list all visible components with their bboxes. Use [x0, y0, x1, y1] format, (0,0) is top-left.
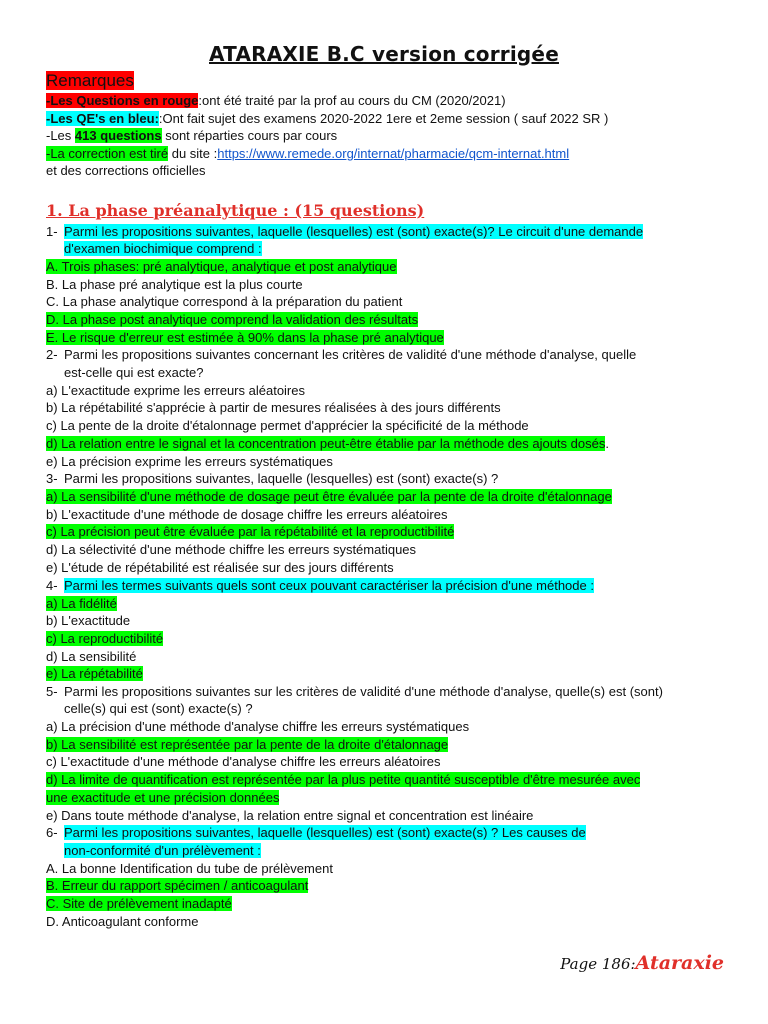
q5-option-a: a) La précision d'une méthode d'analyse chiffre les erreurs systématiques	[46, 719, 470, 734]
page-footer	[560, 952, 724, 974]
remarks-heading-text: Remarques	[46, 71, 134, 90]
q5-option-d-2: une exactitude et une précision données	[46, 790, 280, 805]
red-text: :ont été traité par la prof au cours du CM (2020/2021)	[198, 93, 506, 108]
count-suffix: sont réparties cours par cours	[161, 128, 338, 143]
question-6-text-1: Parmi les propositions suivantes, laquelle (lesquelles) est (sont) exacte(s) ? Les causes de	[64, 825, 586, 840]
q1-option-b: B. La phase pré analytique est la plus courte	[46, 277, 303, 292]
correction-text: du site :	[168, 146, 218, 161]
question-2-text-2: est-celle qui est exacte?	[64, 365, 204, 380]
question-1-text-1: Parmi les propositions suivantes, laquelle (lesquelles) est (sont) exacte(s)? Le circuit d'une demande	[64, 224, 644, 239]
q4-option-b: b) L'exactitude	[46, 613, 131, 628]
q1-option-e: E. Le risque d'erreur est estimée à 90% dans la phase pré analytique	[46, 330, 444, 345]
blue-text: :Ont fait sujet des examens 2020-2022 1ere et 2eme session ( sauf 2022 SR )	[158, 111, 609, 126]
q6-option-c: C. Site de prélèvement inadapté	[46, 896, 232, 911]
count-prefix: -Les	[46, 128, 75, 143]
question-4-text: Parmi les termes suivants quels sont ceux pouvant caractériser la précision d'une méthode :	[64, 578, 594, 593]
q6-option-b: B. Erreur du rapport spécimen / anticoagulant	[46, 878, 309, 893]
page-number: Page 186:	[560, 955, 636, 973]
document-title: ATARAXIE B.C version corrigée	[209, 42, 559, 66]
question-3-text: Parmi les propositions suivantes, laquelle (lesquelles) est (sont) exacte(s) ?	[64, 471, 499, 486]
question-6-text-2: non-conformité d'un prélèvement :	[64, 843, 261, 858]
q3-option-e: e) L'étude de répétabilité est réalisée sur des jours différents	[46, 560, 394, 575]
q2-option-a: a) L'exactitude exprime les erreurs aléatoires	[46, 383, 305, 398]
blue-label: -Les QE's en bleu:	[46, 111, 159, 126]
correction-label: -La correction est tiré	[46, 146, 169, 161]
question-2-number: 2-	[46, 347, 58, 362]
remarks-heading	[46, 71, 134, 91]
section-title: 1. La phase préanalytique : (15 questions)	[46, 201, 425, 220]
remark-red-line	[46, 93, 506, 109]
remark-count-line	[46, 128, 337, 144]
q1-option-d: D. La phase post analytique comprend la validation des résultats	[46, 312, 419, 327]
question-1-text-2: d'examen biochimique comprend :	[64, 241, 262, 256]
q4-option-d: d) La sensibilité	[46, 649, 137, 664]
question-5-number: 5-	[46, 684, 58, 699]
remark-official-line: et des corrections officielles	[46, 163, 206, 178]
q1-option-a: A. Trois phases: pré analytique, analytique et post analytique	[46, 259, 397, 274]
question-4-number: 4-	[46, 578, 58, 593]
q1-option-c: C. La phase analytique correspond à la préparation du patient	[46, 294, 403, 309]
q2-option-d: d) La relation entre le signal et la concentration peut-être établie par la méthode des ajouts dosés.	[46, 436, 609, 451]
q5-option-d-1: d) La limite de quantification est représentée par la plus petite quantité susceptible d'être mesurée avec	[46, 772, 641, 787]
q2-option-c: c) La pente de la droite d'étalonnage permet d'apprécier la spécificité de la méthode	[46, 418, 529, 433]
q2-option-e: e) La précision exprime les erreurs systématiques	[46, 454, 333, 469]
question-6-number: 6-	[46, 825, 58, 840]
q4-option-a: a) La fidélité	[46, 596, 117, 611]
q5-option-c: c) L'exactitude d'une méthode d'analyse chiffre les erreurs aléatoires	[46, 754, 441, 769]
q6-option-d: D. Anticoagulant conforme	[46, 914, 199, 929]
remark-correction-line	[46, 146, 569, 162]
red-label: -Les Questions en rouge	[46, 93, 199, 108]
remark-blue-line	[46, 111, 608, 127]
q5-option-b: b) La sensibilité est représentée par la pente de la droite d'étalonnage	[46, 737, 449, 752]
q4-option-c: c) La reproductibilité	[46, 631, 164, 646]
q2-option-b: b) La répétabilité s'apprécie à partir de mesures réalisées à des jours différents	[46, 400, 501, 415]
q6-option-a: A. La bonne Identification du tube de prélèvement	[46, 861, 333, 876]
q3-option-b: b) L'exactitude d'une méthode de dosage chiffre les erreurs aléatoires	[46, 507, 448, 522]
question-5-text-2: celle(s) qui est (sont) exacte(s) ?	[64, 701, 253, 716]
q3-option-a: a) La sensibilité d'une méthode de dosage peut être évaluée par la pente de la droite d'étalonnage	[46, 489, 612, 504]
question-2-text-1: Parmi les propositions suivantes concernant les critères de validité d'une méthode d'analyse, quelle	[64, 347, 637, 362]
question-3-number: 3-	[46, 471, 58, 486]
question-1-number: 1-	[46, 224, 58, 239]
footer-brand: Ataraxie	[635, 952, 724, 974]
remede-link[interactable]: https://www.remede.org/internat/pharmacie/qcm-internat.html	[217, 146, 570, 161]
q5-option-e: e) Dans toute méthode d'analyse, la relation entre signal et concentration est linéaire	[46, 808, 534, 823]
q4-option-e: e) La répétabilité	[46, 666, 143, 681]
q3-option-c: c) La précision peut être évaluée par la répétabilité et la reproductibilité	[46, 524, 455, 539]
q3-option-d: d) La sélectivité d'une méthode chiffre les erreurs systématiques	[46, 542, 417, 557]
question-5-text-1: Parmi les propositions suivantes sur les critères de validité d'une méthode d'analyse, quelle(s) est (sont)	[64, 684, 663, 699]
count-value: 413 questions	[74, 128, 162, 143]
